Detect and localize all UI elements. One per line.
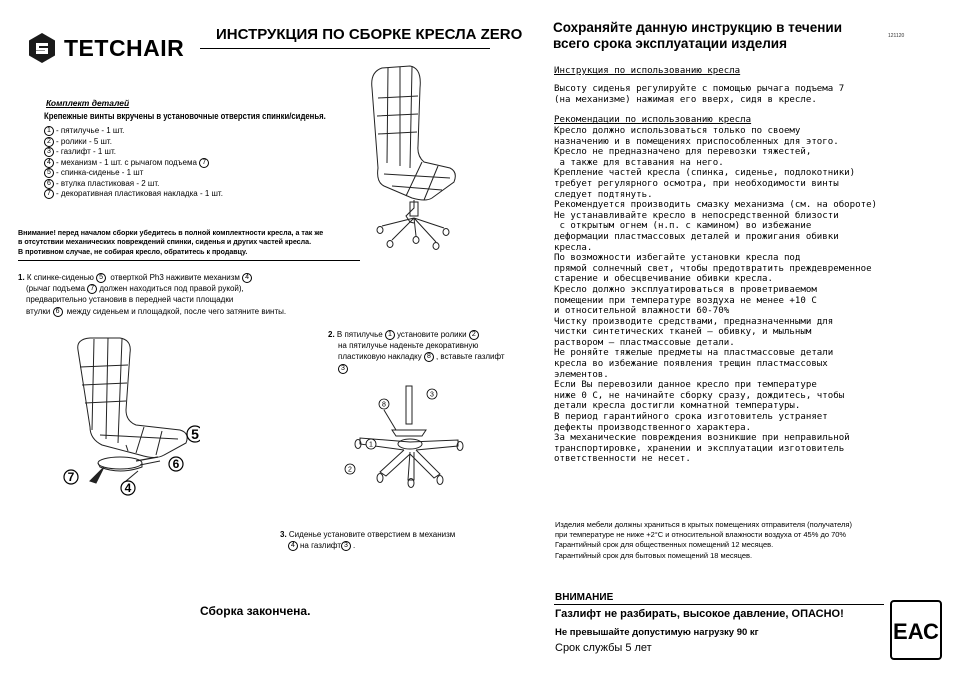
list-item: 6 - втулка пластиковая - 2 шт. (44, 179, 223, 190)
warning-text: Внимание! перед началом сборки убедитесь в полной комплектности кресла, а так же в отсутствии механических повреждений спинки, сиденья и других частей кресла. В противном случае, не собирая кресло, обратитесь к продавцу. (18, 229, 324, 256)
attention-divider (554, 604, 884, 605)
eac-mark-icon (890, 600, 942, 660)
attention-load: Не превышайте допустимую нагрузку 90 кг (555, 627, 759, 638)
list-item: 3 - газлифт - 1 шт. (44, 147, 223, 158)
right-title: Сохраняйте данную инструкцию в течении всего срока эксплуатации изделия (553, 20, 843, 51)
attention-gaslift: Газлифт не разбирать, высокое давление, ОПАСНО! (555, 608, 844, 620)
warning-divider (18, 260, 360, 261)
usage-text: Высоту сиденья регулируйте с помощью рычага подъема 7 (на механизме) нажимая его вверх, сидя в кресле. (554, 84, 845, 105)
storage-text: Изделия мебели должны храниться в крытых помещениях отправителя (получателя) при температуре не ниже +2°С и относительной влажности воздуха от 45% до 70% Гарантийный срок для общественных помещений 12 месяцев. Гарантийный срок для бытовых помещений 18 месяцев. (555, 520, 852, 560)
step-1-illustration (60, 335, 200, 500)
callout-1: 1 (369, 441, 373, 449)
step-1-text: 1. К спинке-сиденью 5 отверткой Ph3 наживите механизм 4 (рычаг подъема 7 должен находиться под правой рукой), предварительно установив в передней части площадки втулки 6 между сиденьем и площадкой, после чего затяните винты. (18, 273, 287, 316)
attention-heading: ВНИМАНИЕ (555, 592, 614, 603)
step-2-illustration (340, 380, 480, 490)
recommendations-text: Кресло должно использоваться только по своему назначению и в помещениях приспособленных для этого. Кресло не предназначено для перевозки тяжестей, а также для вставания на него. Крепление частей кресла (спинка, сиденье, подлокотники) требует регулярного осмотра, при необходимости винты следует подтянуть. Рекомендуется производить смазку механизма (см. на обороте) Не устанавливайте кресло в непосредственной близости с открытым огнем (н.п. с камином) во избежание деформации пластмассовых деталей и прожигания обивки кресла. По возможности избегайте установки кресла под прямой солнечный свет, чтобы предотвратить преждевременное старение и обесцвечивание обивки кресла. Кресло должно эксплуатироваться в проветриваемом помещении при температуре воздуха не менее +10 С и относительной влажности 60-70% Чистку производите средствами, предназначенными для чистки синтетических тканей – обивку, и мыльным раствором – пластмассовые детали. Не роняйте тяжелые предметы на пластмассовые детали кресла во избежание появления трещин пластмассовых элементов. Если Вы перевозили данное кресло при температуре ниже 0 С, не начинайте сборку сразу, дождитесь, чтобы детали кресла достигли комнатной температуры. В период гарантийного срока изготовитель устраняет дефекты производственного характера. За механические повреждения возникшие при неправильной транспортировке, хранении и эксплуатации изготовитель ответственности не несет. (554, 126, 878, 465)
parts-list (44, 126, 223, 200)
service-life: Срок службы 5 лет (555, 642, 652, 654)
callout-6: 6 (172, 457, 180, 471)
page-title: ИНСТРУКЦИЯ ПО СБОРКЕ КРЕСЛА ZERO (216, 26, 523, 43)
callout-8: 8 (382, 401, 386, 409)
brand-logo (26, 32, 184, 64)
list-item: 1 - пятилучье - 1 шт. (44, 126, 223, 137)
step-3-text: 3. Сиденье установите отверстием в механизм 4 на газлифт 3 . (280, 530, 456, 551)
document-code: 121120 (888, 33, 905, 39)
list-item: 7 - декоративная пластиковая накладка - 1 шт. (44, 189, 223, 200)
title-divider (200, 48, 490, 49)
chair-illustration (362, 58, 482, 253)
list-item: 5 - спинка-сиденье - 1 шт (44, 168, 223, 179)
svg-text:ЕАС: ЕАС (893, 619, 939, 644)
step-2-text: 2. В пятилучье 1 установите ролики 2 на пятилучье наденьте декоративную пластиковую накладку 8 , вставьте газлифт 3 (328, 330, 505, 372)
recommendations-heading: Рекомендации по использованию кресла (554, 115, 752, 125)
list-item: 2 - ролики - 5 шт. (44, 137, 223, 148)
brand-name: TETCHAIR (64, 34, 185, 61)
usage-heading: Инструкция по использованию кресла (554, 66, 741, 76)
assembly-complete: Сборка закончена. (200, 604, 311, 618)
tetchair-logo-icon (26, 32, 58, 64)
callout-2: 2 (348, 466, 352, 474)
kit-heading: Комплект деталей (46, 98, 130, 108)
kit-note: Крепежные винты вкручены в установочные отверстия спинки/сиденья. (44, 111, 326, 121)
callout-5: 5 (191, 426, 199, 442)
callout-4: 4 (124, 481, 132, 495)
list-item: 4 - механизм - 1 шт. с рычагом подъема 7 (44, 158, 223, 169)
callout-7: 7 (67, 470, 75, 484)
callout-3: 3 (430, 391, 434, 399)
